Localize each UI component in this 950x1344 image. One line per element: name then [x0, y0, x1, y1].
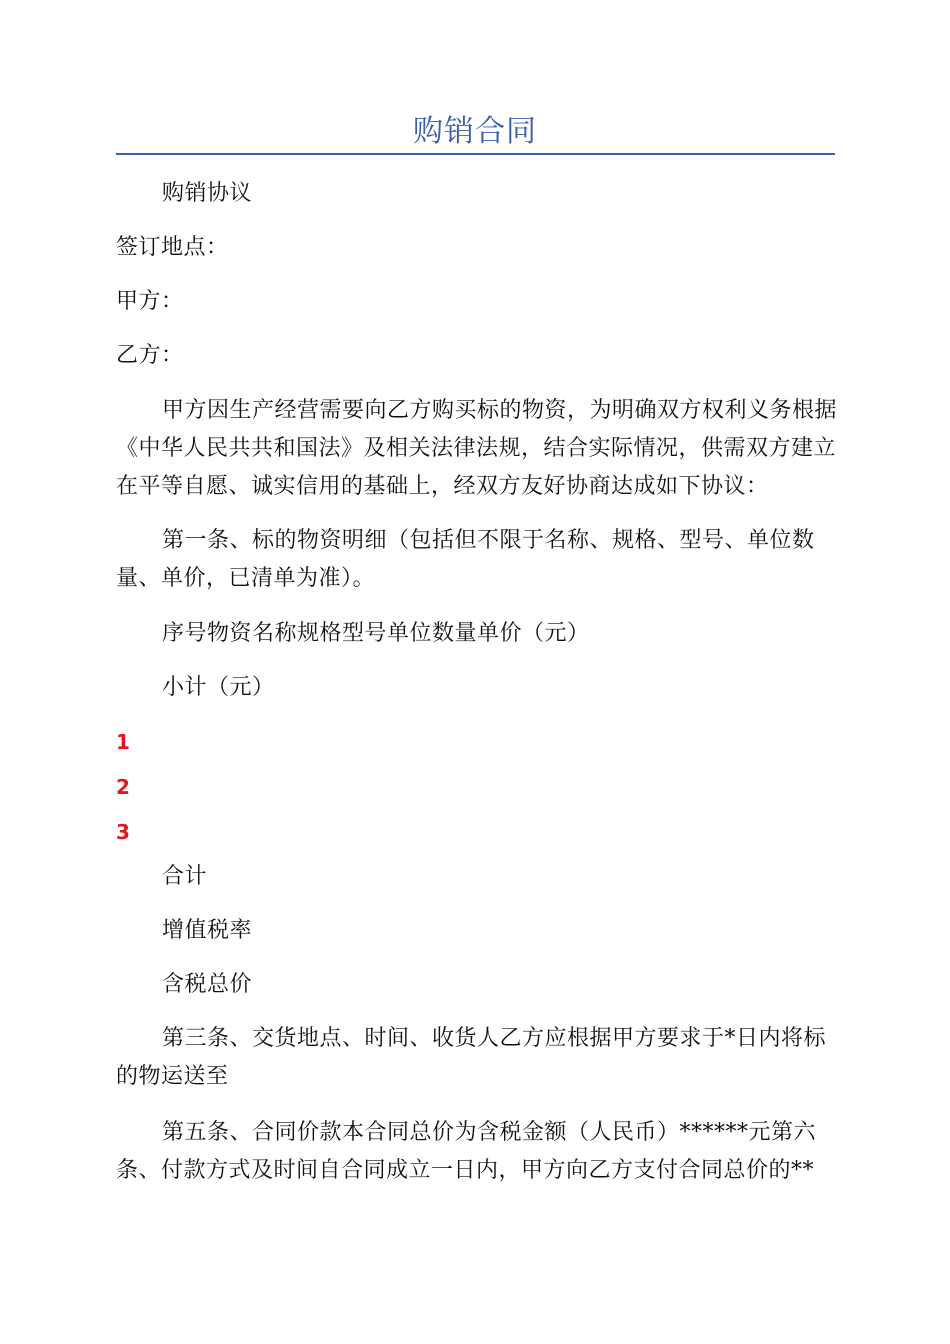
- total-label: 合计: [162, 864, 208, 889]
- table-header-text: 序号物资名称规格型号单位数量单价（元）: [162, 621, 590, 646]
- party-a-field: 甲方：: [116, 289, 184, 314]
- agreement-subtitle: 购销协议: [162, 181, 253, 206]
- article-1-paragraph: [116, 522, 836, 598]
- subtotal-label: 小计（元）: [162, 675, 275, 700]
- preamble-paragraph: [116, 392, 836, 506]
- row-number: 1: [116, 730, 130, 754]
- title-underline: [116, 153, 835, 155]
- article-1-line: 量、单价，已清单为准）。: [116, 566, 376, 591]
- party-b-field: 乙方：: [116, 343, 184, 368]
- row-number: 2: [116, 775, 130, 799]
- article-3-line: 的物运送至: [116, 1064, 229, 1089]
- sign-place-field: 签订地点：: [116, 235, 229, 260]
- article-3-paragraph: [116, 1020, 836, 1096]
- article-5-paragraph: [116, 1114, 836, 1190]
- article-5-line: 条、付款方式及时间自合同成立一日内，甲方向乙方支付合同总价的**: [116, 1158, 815, 1183]
- article-3-line: 第三条、交货地点、时间、收货人乙方应根据甲方要求于*日内将标: [162, 1026, 827, 1051]
- vat-rate-label: 增值税率: [162, 918, 253, 943]
- document-title: 购销合同: [413, 114, 537, 149]
- preamble-line: 在平等自愿、诚实信用的基础上，经双方友好协商达成如下协议：: [116, 474, 769, 499]
- article-1-line: 第一条、标的物资明细（包括但不限于名称、规格、型号、单位数: [162, 528, 815, 553]
- preamble-line: 《中华人民共共和国法》及相关法律法规，结合实际情况，供需双方建立: [116, 436, 837, 461]
- row-number: 3: [116, 820, 130, 844]
- article-5-line: 第五条、合同价款本合同总价为含税金额（人民币）******元第六: [162, 1120, 817, 1145]
- tax-inclusive-total-label: 含税总价: [162, 972, 253, 997]
- preamble-line: 甲方因生产经营需要向乙方购买标的物资，为明确双方权利义务根据: [162, 398, 838, 423]
